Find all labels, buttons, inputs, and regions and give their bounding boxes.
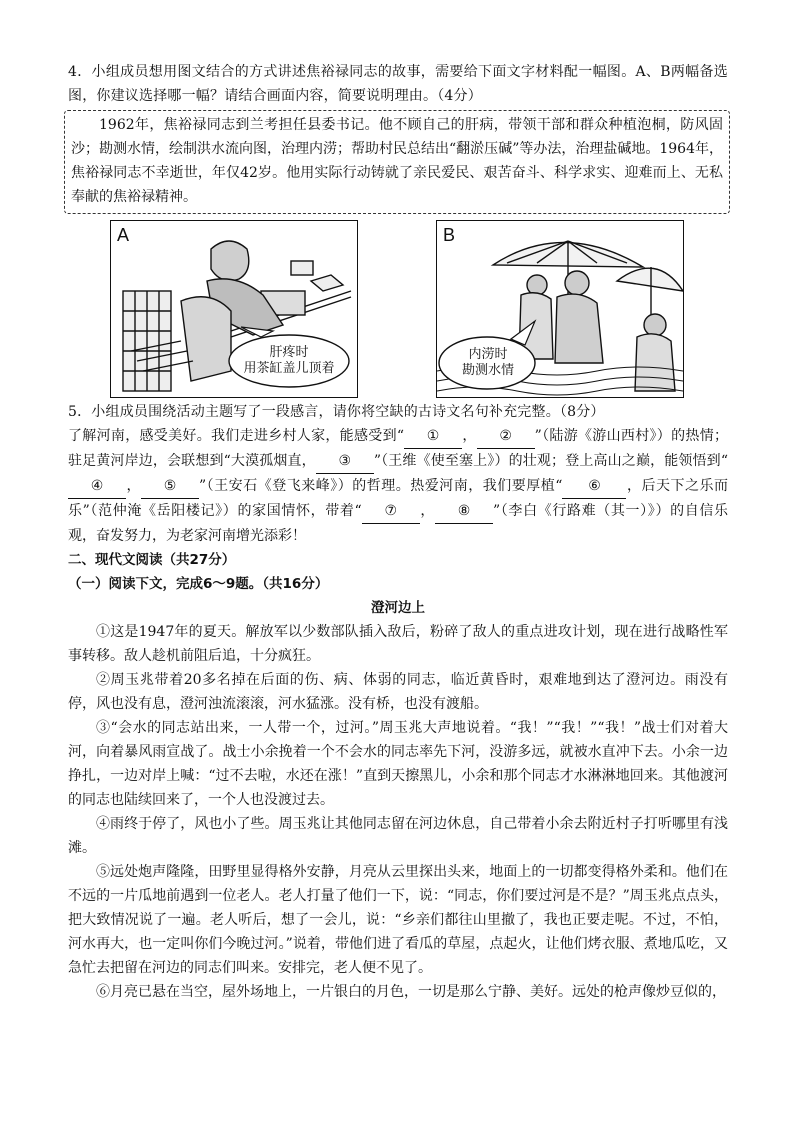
question-4-stem: 4．小组成员想用图文结合的方式讲述焦裕禄同志的故事，需要给下面文字材料配一幅图。A、B两幅备选图，你建议选择哪一幅？请结合画面内容，简要说明理由。（4分） <box>68 64 728 104</box>
article-paragraph-5: ⑤远处炮声隆隆，田野里显得格外安静，月亮从云里探出头来，地面上的一切都变得格外柔和。他们在不远的一片瓜地前遇到一位老人。老人打量了他们一下，说：“同志，你们要过河是不是？”周玉兆点点头，把大致情况说了一遍。老人听后，想了一会儿，说：“乡亲们都往山里撤了，我也正要走呢。不过，不怕，河水再大，也一定叫你们今晚过河。”说着，带他们进了看瓜的草屋，点起火，让他们烤衣服、煮地瓜吃，又急忙去把留在河边的同志们叫来。安排完，老人便不见了。 <box>68 864 728 976</box>
material-text: 1962年，焦裕禄同志到兰考担任县委书记。他不顾自己的肝病，带领干部和群众种植泡桐，防风固沙；勘测水情，绘制洪水流向图，治理内涝；帮助村民总结出“翻淤压碱”等办法，治理盐碱地。1964年，焦裕禄同志不幸逝世，年仅42岁。他用实际行动铸就了亲民爱民、艰苦奋斗、科学求实、迎难而上、无私奉献的焦裕禄精神。 <box>71 117 723 205</box>
article-title: 澄河边上 <box>371 600 425 616</box>
article-paragraph-6: ⑥月亮已悬在当空，屋外场地上，一片银白的月色，一切是那么宁静、美好。远处的枪声像炒豆似的， <box>96 984 726 1000</box>
q5-sep-2: ， <box>126 478 142 494</box>
article-paragraph-2: ②周玉兆带着20多名掉在后面的伤、病、体弱的同志，临近黄昏时，艰难地到达了澄河边。雨没有停，风也没有息，澄河浊流滚滚，河水猛涨。没有桥，也没有渡船。 <box>68 672 728 712</box>
picture-b-label: B <box>443 225 456 245</box>
picture-b-caption-line-1: 内涝时 <box>468 347 508 362</box>
exam-page <box>68 60 728 1004</box>
q5-text-2: ”（陆游《游山西村》）的热情；驻足黄河岸边，会联想到“大漠孤烟直， <box>68 428 729 469</box>
blank-2[interactable]: ② <box>477 424 535 449</box>
picture-a-caption-line-1: 肝疼时 <box>269 345 309 360</box>
picture-b <box>436 220 684 398</box>
blank-5[interactable]: ⑤ <box>141 474 199 499</box>
blank-1[interactable]: ① <box>404 424 462 449</box>
q5-sep-3: ， <box>419 503 435 519</box>
q5-text-4: ”（王安石《登飞来峰》）的哲理。热爱河南，我们要厚植“ <box>199 478 563 494</box>
material-box <box>64 110 730 214</box>
picture-a-label: A <box>117 225 130 245</box>
question-5-stem: 5．小组成员围绕活动主题写了一段感言，请你将空缺的古诗文名句补充完整。（8分） <box>68 404 605 420</box>
blank-4[interactable]: ④ <box>68 474 126 499</box>
article-paragraph-4: ④雨终于停了，风也小了些。周玉兆让其他同志留在河边休息，自己带着小余去附近村子打听哪里有浅滩。 <box>68 816 728 856</box>
q5-text-6: ”（李白《行路难（其一）》）的自信乐观，奋发努力，为老家河南增光添彩！ <box>68 503 729 544</box>
q5-sep-1: ， <box>462 428 477 444</box>
article-paragraph-3: ③“会水的同志站出来，一人带一个，过河。”周玉兆大声地说着。“我！”“我！”“我！”战士们对着大河，向着暴风雨宣战了。战士小余挽着一个不会水的同志率先下河，没游多远，就被水直冲下去。小余一边挣扎，一边对岸上喊：“过不去啦，水还在涨！”直到天擦黑儿，小余和那个同志才水淋淋地回来。其他渡河的同志也陆续回来了，一个人也没渡过去。 <box>68 720 728 808</box>
blank-8[interactable]: ⑧ <box>435 499 493 524</box>
blank-6[interactable]: ⑥ <box>562 474 626 499</box>
q5-text-5: ，后天下之乐而乐”（范仲淹《岳阳楼记》）的家国情怀，带着“ <box>68 478 729 519</box>
subsection-1-heading: （一）阅读下文，完成6～9题。（共16分） <box>68 576 329 592</box>
article-paragraph-1: ①这是1947年的夏天。解放军以少数部队插入敌后，粉碎了敌人的重点进攻计划，现在进行战略性军事转移。敌人趁机前阻后追，十分疯狂。 <box>68 624 728 664</box>
section-2-heading: 二、现代文阅读（共27分） <box>68 552 236 568</box>
q5-text-3: ”（王维《使至塞上》）的壮观；登上高山之巅，能领悟到“ <box>373 453 728 469</box>
illustrations <box>68 220 728 400</box>
blank-7[interactable]: ⑦ <box>362 499 420 524</box>
question-5-paragraph <box>68 424 728 548</box>
blank-3[interactable]: ③ <box>316 449 374 474</box>
q5-text-1: 了解河南，感受美好。我们走进乡村人家，能感受到“ <box>68 428 405 444</box>
picture-a <box>110 220 358 398</box>
picture-a-caption-line-2: 用茶缸盖儿顶着 <box>243 361 335 376</box>
picture-a-caption <box>235 345 343 377</box>
picture-b-caption-line-2: 勘测水情 <box>461 363 514 378</box>
picture-b-caption <box>443 347 533 379</box>
